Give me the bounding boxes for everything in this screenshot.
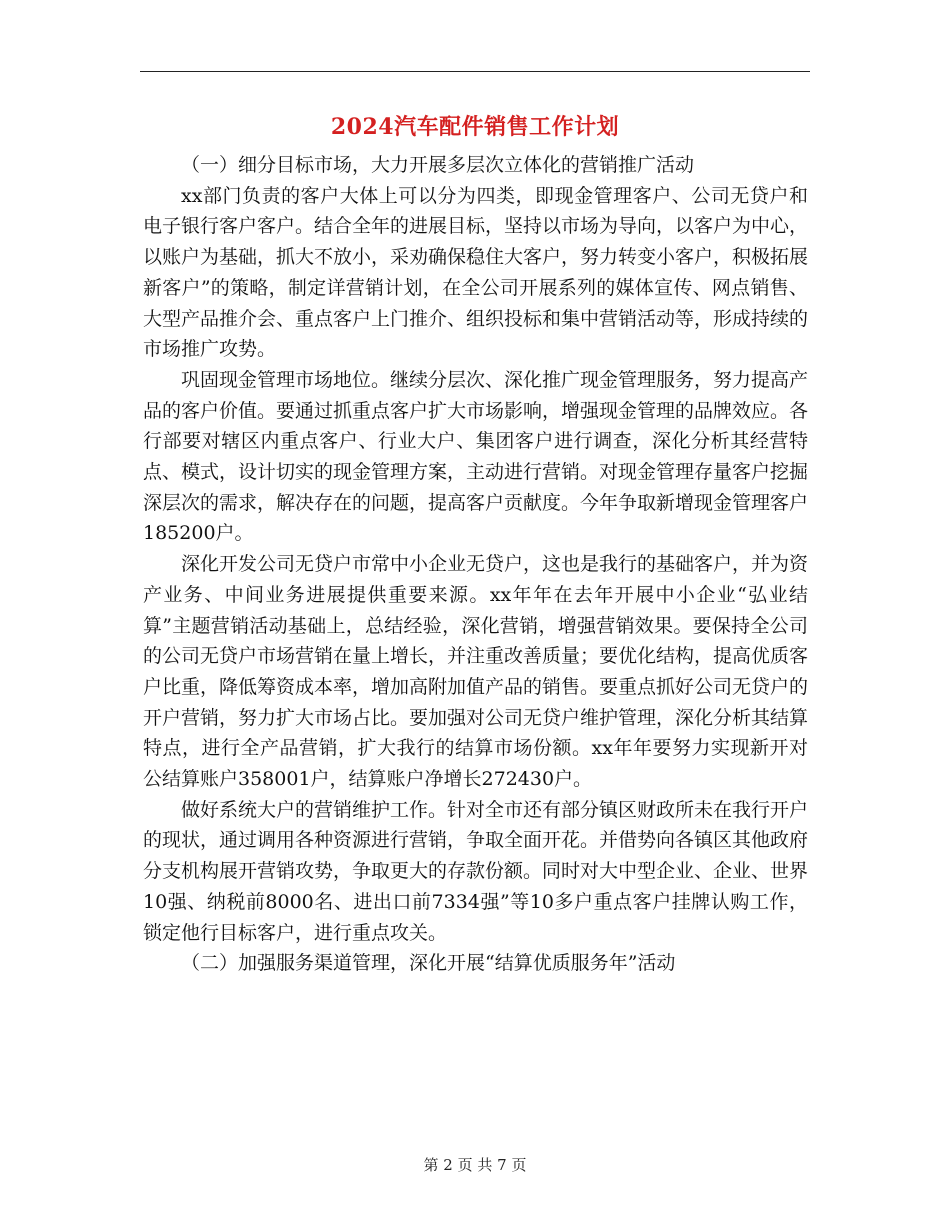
section-heading-2: （二）加强服务渠道管理，深化开展“结算优质服务年”活动 — [181, 952, 676, 975]
document-title: 2024汽车配件销售工作计划 — [330, 114, 620, 140]
paragraph-key-accounts: 做好系统大户的营销维护工作。针对全市还有部分镇区财政所未在我行开户的现状，通过调用各种资源进行营销，争取全面开花。并借势向各镇区其他政府分支机构展开营销攻势，争取更大的存款份额。同时对大中型企业、企业、世界10强、纳税前8000名、进出口前7334强”等10多户重点客户挂牌认购工作，锁定他行目标客户，进行重点攻关。 — [143, 798, 809, 944]
paragraph-cash-management: 巩固现金管理市场地位。继续分层次、深化推广现金管理服务，努力提高产品的客户价值。要通过抓重点客户扩大市场影响，增强现金管理的品牌效应。各行部要对辖区内重点客户、行业大户、集团客户进行调查，深化分析其经营特点、模式，设计切实的现金管理方案，主动进行营销。对现金管理存量客户挖掘深层次的需求，解决存在的问题，提高客户贡献度。今年争取新增现金管理客户185200户。 — [143, 368, 809, 545]
paragraph-corporate-accounts: 深化开发公司无贷户市常中小企业无贷户，这也是我行的基础客户，并为资产业务、中间业务进展提供重要来源。xx年年在去年开展中小企业“弘业结算”主题营销活动基础上，总结经验，深化营销，增强营销效果。要保持全公司的公司无贷户市场营销在量上增长，并注重改善质量；要优化结构，提高优质客户比重，降低筹资成本率，增加高附加值产品的销售。要重点抓好公司无贷户的开户营销，努力扩大市场占比。要加强对公司无贷户维护管理，深化分析其结算特点，进行全产品营销，扩大我行的结算市场份额。xx年年要努力实现新开对公结算账户358001户，结算账户净增长272430户。 — [143, 553, 809, 791]
section-heading-1: （一）细分目标市场，大力开展多层次立体化的营销推广活动 — [181, 154, 695, 176]
page-number: 第 2 页 共 7 页 — [423, 1156, 527, 1174]
header-rule — [140, 71, 810, 72]
paragraph-customer-segments: xx部门负责的客户大体上可以分为四类，即现金管理客户、公司无贷户和电子银行客户客户。结合全年的进展目标，坚持以市场为导向，以客户为中心，以账户为基础，抓大不放小，采劝确保稳住大客户，努力转变小客户，积极拓展新客户”的策略，制定详营销计划，在全公司开展系列的媒体宣传、网点销售、大型产品推介会、重点客户上门推介、组织投标和集中营销活动等，形成持续的市场推广攻势。 — [143, 184, 809, 361]
document-body — [143, 150, 808, 979]
